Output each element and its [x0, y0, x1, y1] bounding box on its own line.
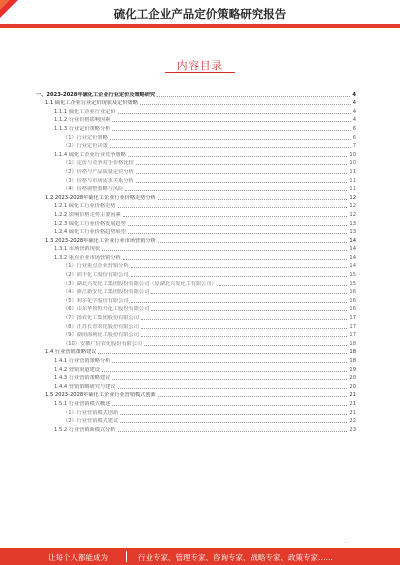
toc-entry[interactable]	[36, 184, 356, 193]
toc-entry[interactable]	[36, 158, 356, 167]
toc-entry-text: （1）行业营销模式创新	[63, 409, 119, 416]
toc-entry-text: 1.2.3 硫化工行业价格发展趋势	[54, 220, 126, 227]
toc-entry[interactable]	[36, 175, 356, 184]
toc-title-underline	[165, 72, 235, 73]
toc-leader-dots	[219, 285, 348, 286]
toc-entry[interactable]	[36, 278, 356, 287]
toc-entry-text: （7）扬农化工集团股份有限公司	[63, 315, 139, 322]
toc-entry-text: （8）江苏长青农化股份有限公司	[63, 323, 139, 330]
toc-entry[interactable]	[36, 381, 356, 390]
toc-leader-dots	[118, 431, 348, 432]
toc-entry-page: 22	[349, 418, 356, 425]
toc-entry[interactable]	[36, 287, 356, 296]
toc-entry-page: 20	[349, 375, 356, 382]
toc-entry-page: 18	[349, 340, 356, 347]
toc-leader-dots	[141, 328, 347, 329]
toc-entry-page: 4	[352, 100, 356, 107]
toc-leader-dots	[112, 121, 350, 122]
toc-entry-text: （3）湖北兴发化工集团股份有限公司（原湖北兴发化工有限公司）	[63, 280, 217, 287]
toc-entry-page: 11	[349, 177, 356, 184]
toc-leader-dots	[118, 388, 348, 389]
toc-leader-dots	[120, 422, 347, 423]
report-title: 硫化工企业产品定价策略研究报告	[113, 7, 287, 21]
toc-entry-page: 19	[349, 366, 356, 373]
toc-leader-dots	[157, 96, 350, 97]
toc-leader-dots	[131, 267, 348, 268]
toc-entry[interactable]	[36, 227, 356, 236]
toc-entry[interactable]	[36, 132, 356, 141]
toc-entry[interactable]	[36, 295, 356, 304]
toc-entry-text: 1.2 2023-2028年硫化工企业行业价格走势分析	[45, 194, 156, 201]
toc-entry[interactable]	[36, 390, 356, 399]
toc-entry[interactable]	[36, 398, 356, 407]
toc-leader-dots	[128, 233, 347, 234]
toc-entry-text: （2）价格与产品质量定位分析	[63, 168, 134, 175]
toc-entry-page: 4	[352, 91, 356, 98]
toc-entry[interactable]	[36, 192, 356, 201]
toc-leader-dots	[136, 164, 348, 165]
toc-entry-page: 12	[349, 211, 356, 218]
toc-entry-text: （1）行业重点企业营销分析	[63, 263, 129, 270]
toc-entry-page: 18	[349, 358, 356, 364]
toc-entry-page: 12	[349, 194, 356, 201]
toc-entry-page: 23	[349, 426, 356, 433]
toc-entry-text: 1.1 硫化工企业行业定价现状及定价策略	[45, 100, 138, 107]
toc-entry-page: 4	[352, 117, 356, 124]
toc-leader-dots	[158, 242, 348, 243]
toc-entry-page: 10	[349, 151, 356, 158]
toc-entry[interactable]	[36, 304, 356, 313]
toc-entry-page: 14	[349, 246, 356, 253]
toc-entry-text: 1.4 行业营销策略建议	[45, 349, 97, 356]
toc-entry-text: 一、2023-2028年硫化工企业行业定价及策略研究	[36, 91, 156, 98]
toc-leader-dots	[112, 362, 347, 363]
header-rule	[0, 24, 400, 28]
footer-slogan-left: 让每个人都能成为	[48, 553, 108, 562]
toc-entry[interactable]	[36, 209, 356, 218]
toc-entry-page: 14	[349, 237, 356, 244]
toc-entry[interactable]	[36, 149, 356, 158]
toc-entry-page: 21	[349, 392, 356, 399]
toc-entry-text: 1.1.3 行业定价策略分析	[54, 125, 111, 132]
toc-leader-dots	[151, 310, 347, 311]
toc-leader-dots	[136, 182, 348, 183]
toc-entry[interactable]	[36, 89, 356, 98]
toc-entry[interactable]	[36, 312, 356, 321]
toc-entry-text: 1.2.1 硫化工行业价格走势	[54, 203, 116, 210]
toc-entry-text: （10）安徽广信农化股份有限公司	[63, 340, 143, 347]
toc-entry-page: 6	[352, 125, 356, 132]
toc-entry-page: 6	[352, 134, 356, 141]
toc-entry[interactable]	[36, 424, 356, 433]
toc-entry-text: （9）湖南海利化工股份有限公司	[63, 332, 139, 339]
toc-entry[interactable]	[36, 115, 356, 124]
toc-entry-page: 13	[349, 229, 356, 236]
toc-entry-text: 1.2.2 影响价格走势主要因素	[54, 211, 121, 218]
toc-entry[interactable]	[36, 201, 356, 210]
toc-entry-text: （4）价格调整策略与风险	[63, 186, 124, 193]
toc-entry[interactable]	[36, 252, 356, 261]
toc-entry[interactable]	[36, 141, 356, 150]
toc-entry-text: （3）价格与市场需求关系分析	[63, 177, 134, 184]
toc-entry-page: 14	[349, 254, 356, 261]
toc-leader-dots	[110, 147, 351, 148]
toc-entry-text: 1.4.2 营销渠道建设	[54, 366, 100, 373]
footer-slogan-right: 行业专家、管理专家、咨询专家、战略专家、政策专家……	[138, 553, 333, 562]
toc-entry-text: 1.3.1 市场营销现状	[54, 246, 100, 253]
toc-leader-dots	[141, 336, 347, 337]
toc-leader-dots	[125, 190, 347, 191]
toc-entry-text: 1.4.3 行业营销策略建议	[54, 375, 111, 382]
toc-entry-text: 1.3 2023-2028年硫化工企业行业市场营销分析	[45, 237, 156, 244]
toc-entry-text: 1.2.4 硫化工行业价格趋势展望	[54, 229, 126, 236]
toc-leader-dots	[118, 113, 351, 114]
toc-leader-dots	[151, 293, 347, 294]
toc-entry-text: 1.3.2 重点企业市场营销分析	[54, 254, 121, 261]
toc-entry-page: 4	[352, 108, 356, 115]
toc-leader-dots	[112, 405, 347, 406]
toc-entry-page: 16	[349, 297, 356, 304]
toc-entry-page: 21	[349, 400, 356, 407]
toc-entry[interactable]	[36, 218, 356, 227]
toc-entry-page: 10	[349, 160, 356, 167]
toc-leader-dots	[123, 259, 348, 260]
toc-leader-dots	[141, 319, 347, 320]
toc-leader-dots	[98, 353, 347, 354]
toc-leader-dots	[136, 173, 348, 174]
toc-entry-page: 15	[349, 272, 356, 279]
toc-entry-page: 17	[349, 315, 356, 322]
toc-entry-page: 17	[349, 323, 356, 330]
toc-entry-text: （2）行业营销模式建议	[63, 418, 119, 425]
toc-leader-dots	[120, 414, 347, 415]
toc-entry-page: 14	[349, 263, 356, 270]
toc-leader-dots	[118, 207, 348, 208]
toc-entry-text: 1.5.2 行业营销新模式分析	[54, 426, 116, 433]
toc-entry-text: 1.1.2 行业价格影响因素	[54, 117, 111, 124]
toc-entry[interactable]	[36, 269, 356, 278]
toc-leader-dots	[144, 345, 347, 346]
table-of-contents	[36, 89, 356, 433]
toc-leader-dots	[128, 156, 347, 157]
toc-entry-page: 16	[349, 289, 356, 296]
toc-leader-dots	[123, 216, 348, 217]
toc-entry[interactable]	[36, 338, 356, 347]
toc-entry-page: 21	[349, 409, 356, 416]
footer-divider	[126, 551, 127, 562]
toc-leader-dots	[140, 104, 351, 105]
toc-entry[interactable]	[36, 321, 356, 330]
toc-entry[interactable]	[36, 106, 356, 115]
toc-entry-page: 15	[349, 280, 356, 287]
toc-leader-dots	[158, 396, 348, 397]
toc-entry[interactable]	[36, 123, 356, 132]
toc-leader-dots	[102, 250, 347, 251]
toc-entry[interactable]	[36, 364, 356, 373]
toc-entry-page: 11	[349, 186, 356, 193]
toc-entry[interactable]	[36, 98, 356, 107]
toc-leader-dots	[102, 371, 347, 372]
toc-entry-text: 1.4.1 行业营销策略分析	[54, 358, 111, 364]
toc-entry[interactable]	[36, 244, 356, 253]
toc-entry-page: 17	[349, 332, 356, 339]
toc-title: 内容目录	[177, 60, 223, 72]
toc-leader-dots	[112, 130, 350, 131]
toc-entry-text: （4）浙江新安化工集团股份有限公司	[63, 289, 150, 296]
toc-entry-page: 13	[349, 220, 356, 227]
toc-leader-dots	[158, 199, 348, 200]
toc-leader-dots	[128, 225, 347, 226]
toc-entry-text: （5）利尔化学股份有限公司	[63, 297, 129, 304]
toc-entry-text: 1.5 2023-2028年硫化工企业行业营销模式创新	[45, 392, 156, 399]
toc-leader-dots	[112, 379, 347, 380]
toc-entry-text: （1）行业定价策略	[63, 134, 108, 141]
toc-leader-dots	[110, 139, 351, 140]
toc-entry-page: 12	[349, 203, 356, 210]
toc-entry[interactable]	[36, 373, 356, 382]
toc-entry[interactable]	[36, 407, 356, 416]
toc-entry-page: 18	[349, 349, 356, 356]
toc-entry-text: （6）山东华鲁恒升化工股份有限公司	[63, 306, 150, 313]
toc-entry-text: 1.4.4 营销策略研究与建议	[54, 383, 116, 390]
toc-entry[interactable]	[36, 261, 356, 270]
toc-entry-text: （1）定价与竞争对手价格比较	[63, 160, 134, 167]
toc-entry-page: 11	[349, 168, 356, 175]
toc-entry-text: 1.5.1 行业营销模式概述	[54, 400, 111, 407]
toc-entry[interactable]	[36, 330, 356, 339]
toc-leader-dots	[131, 302, 348, 303]
toc-leader-dots	[131, 276, 348, 277]
toc-entry-text: 1.1.1 硫化工企业行业定价	[54, 108, 116, 115]
toc-entry-page: 20	[349, 383, 356, 390]
toc-entry[interactable]	[36, 235, 356, 244]
page-marker: -	[345, 540, 347, 546]
toc-entry[interactable]	[36, 416, 356, 425]
toc-entry[interactable]	[36, 355, 356, 364]
toc-entry-text: 1.1.4 硫化工企业行业竞争策略	[54, 151, 126, 158]
toc-entry-page: 7	[352, 143, 356, 150]
toc-entry-text: （2）润丰化工股份有限公司	[63, 272, 129, 279]
toc-entry-page: 16	[349, 306, 356, 313]
toc-entry-text: （2）行业定价决策	[63, 143, 108, 150]
toc-entry[interactable]	[36, 166, 356, 175]
toc-entry[interactable]	[36, 347, 356, 356]
